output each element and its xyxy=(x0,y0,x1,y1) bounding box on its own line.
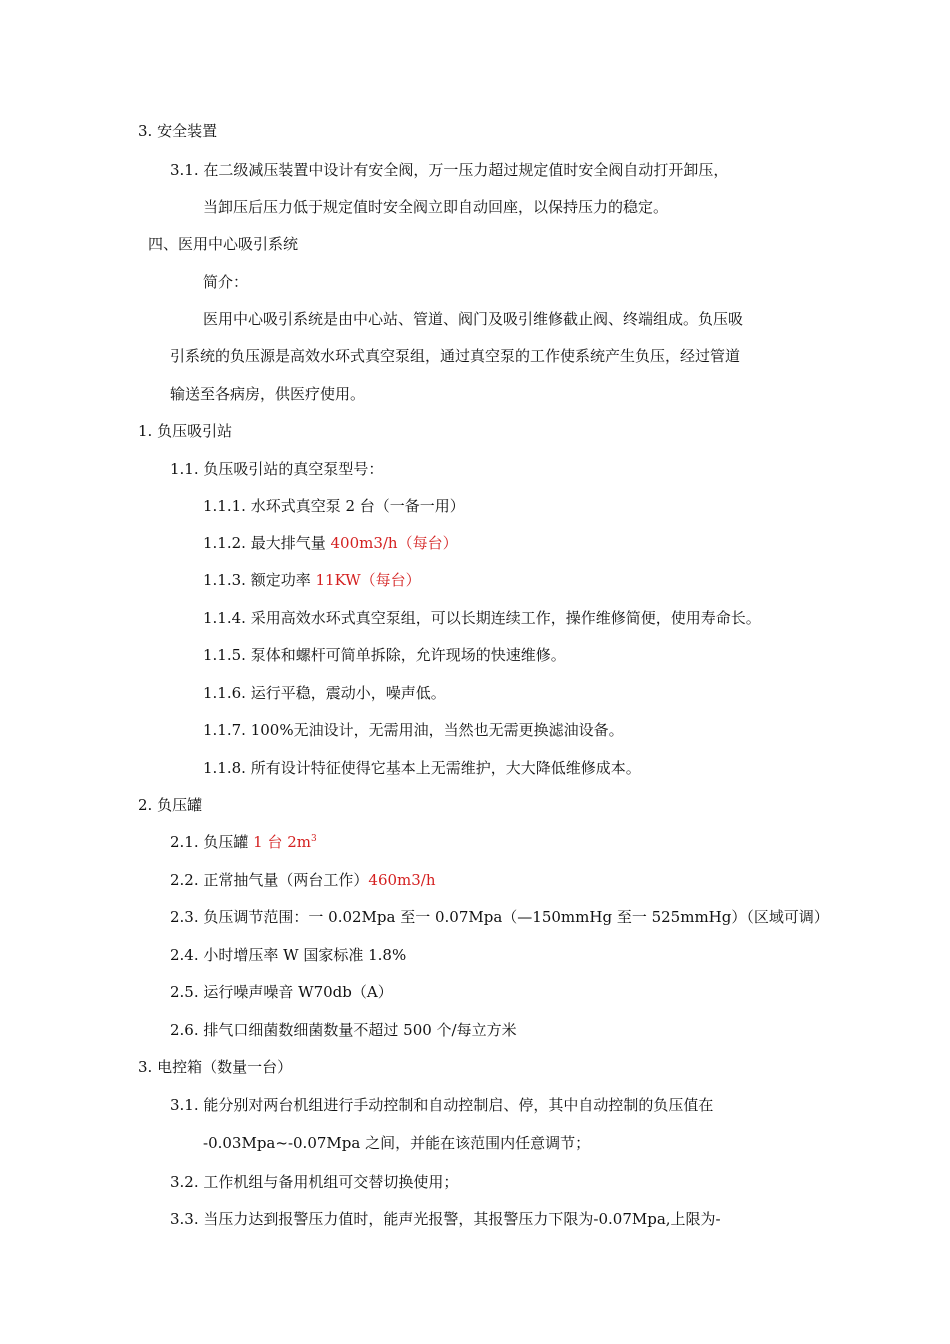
item-2-2-label: 2.2. 正常抽气量（两台工作） xyxy=(170,871,369,889)
intro-paragraph-line1: 医用中心吸引系统是由中心站、管道、阀门及吸引维修截止阀、终端组成。负压吸 xyxy=(203,310,744,328)
item-2-1-value-superscript: 3 xyxy=(311,834,317,844)
intro-label: 简介： xyxy=(203,273,249,291)
item-2-2 xyxy=(170,870,436,890)
item-3-1-line1: 3.1. 能分别对两台机组进行手动控制和自动控制启、停，其中自动控制的负压值在 xyxy=(170,1096,714,1114)
item-1-1-7: 1.1.7. 100%无油设计，无需用油，当然也无需更换滤油设备。 xyxy=(203,721,624,739)
item-3-2: 3.2. 工作机组与备用机组可交替切换使用； xyxy=(170,1173,459,1191)
item-3-1-line2: -0.03Mpa~-0.07Mpa 之间，并能在该范围内任意调节； xyxy=(203,1134,591,1152)
item-2-5: 2.5. 运行噪声噪音 W70db（A） xyxy=(170,983,393,1001)
item-3-3: 3.3. 当压力达到报警压力值时，能声光报警，其报警压力下限为-0.07Mpa,上限为- xyxy=(170,1210,721,1228)
item-2-2-value: 460m3/h xyxy=(368,871,436,889)
item-1-1-4: 1.1.4. 采用高效水环式真空泵组，可以长期连续工作，操作维修简便，使用寿命长。 xyxy=(203,609,761,627)
paragraph-3-1-line2: 当卸压后压力低于规定值时安全阀立即自动回座，以保持压力的稳定。 xyxy=(203,198,669,216)
item-2-1-label: 2.1. 负压罐 xyxy=(170,833,254,851)
item-1-1-5: 1.1.5. 泵体和螺杆可简单拆除，允许现场的快速维修。 xyxy=(203,646,566,664)
item-2-1 xyxy=(170,832,317,852)
heading-vacuum-tank: 2. 负压罐 xyxy=(138,796,203,814)
intro-paragraph-line3: 输送至各病房，供医疗使用。 xyxy=(170,385,366,403)
item-1-1-3 xyxy=(203,570,421,590)
section-title-suction-system: 四、医用中心吸引系统 xyxy=(148,235,299,253)
item-1-1-8: 1.1.8. 所有设计特征使得它基本上无需维护，大大降低维修成本。 xyxy=(203,759,641,777)
item-2-4: 2.4. 小时增压率 W 国家标准 1.8% xyxy=(170,946,407,964)
item-1-1-3-value: 11KW（每台） xyxy=(315,571,421,589)
item-2-3: 2.3. 负压调节范围：一 0.02Mpa 至一 0.07Mpa（—150mmHg 至一 525mmHg）（区域可调） xyxy=(170,908,829,926)
item-2-6: 2.6. 排气口细菌数细菌数量不超过 500 个/每立方米 xyxy=(170,1021,517,1039)
item-1-1-3-label: 1.1.3. 额定功率 xyxy=(203,571,316,589)
item-1-1-2-label: 1.1.2. 最大排气量 xyxy=(203,534,331,552)
heading-control-box: 3. 电控箱（数量一台） xyxy=(138,1058,293,1076)
item-1-1-6: 1.1.6. 运行平稳，震动小，噪声低。 xyxy=(203,684,446,702)
item-1-1-2-value: 400m3/h（每台） xyxy=(330,534,458,552)
item-1-1: 1.1. 负压吸引站的真空泵型号： xyxy=(170,460,384,478)
heading-suction-station: 1. 负压吸引站 xyxy=(138,422,233,440)
item-1-1-1: 1.1.1. 水环式真空泵 2 台（一备一用） xyxy=(203,497,465,515)
item-2-1-value xyxy=(253,833,317,851)
intro-paragraph-line2: 引系统的负压源是高效水环式真空泵组，通过真空泵的工作使系统产生负压，经过管道 xyxy=(170,347,741,365)
heading-safety-device: 3. 安全装置 xyxy=(138,122,218,140)
item-2-1-value-text: 1 台 2m xyxy=(253,833,312,851)
paragraph-3-1-line1: 3.1. 在二级减压装置中设计有安全阀，万一压力超过规定值时安全阀自动打开卸压， xyxy=(170,161,729,179)
item-1-1-2 xyxy=(203,533,458,553)
